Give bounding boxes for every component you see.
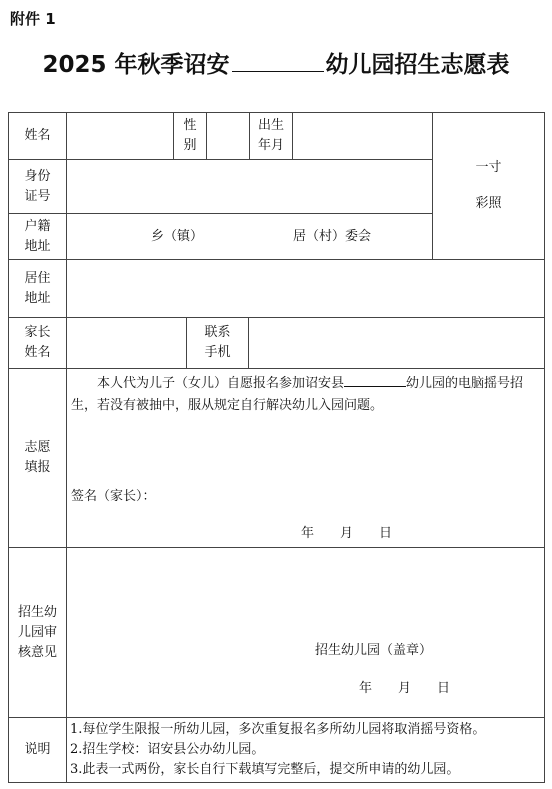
notes-label: 说明 (24, 742, 51, 757)
title-blank (232, 51, 324, 72)
title-suffix: 幼儿园招生志愿表 (325, 52, 510, 78)
id-label-cell (8, 159, 67, 214)
gender-field[interactable] (206, 112, 250, 160)
page-title (0, 46, 552, 79)
name-label-cell (8, 112, 67, 160)
parent-label-cell (8, 317, 67, 369)
household-label: 户籍地址 (24, 218, 51, 254)
review-date-label: 年 月 日 (359, 681, 451, 696)
birth-field[interactable] (292, 112, 433, 160)
name-label: 姓名 (24, 128, 51, 143)
village-label: 居（村）委会 (293, 229, 372, 244)
phone-label: 联系手机 (204, 325, 231, 360)
wish-label-cell (8, 368, 67, 548)
review-label: 招生幼儿园审核意见 (17, 604, 57, 660)
birth-label-cell (249, 112, 293, 160)
photo-size-label: 一寸 (475, 160, 502, 175)
pledge-part1: 本人代为儿子（女儿）自愿报名参加诏安县 (97, 376, 345, 391)
parent-label: 家长姓名 (24, 325, 51, 360)
date-label: 年 月 日 (301, 526, 393, 541)
household-label-cell (8, 213, 67, 260)
notes-field (66, 717, 545, 783)
photo-cell[interactable] (432, 112, 545, 260)
pledge-text (71, 373, 537, 417)
household-field[interactable] (66, 213, 433, 260)
stamp-label: 招生幼儿园（盖章） (315, 643, 433, 658)
title-prefix: 2025 年秋季诏安 (42, 52, 230, 78)
phone-label-cell (186, 317, 249, 369)
wish-label: 志愿填报 (24, 440, 51, 475)
name-field[interactable] (66, 112, 174, 160)
residence-field[interactable] (66, 259, 545, 318)
residence-label-cell (8, 259, 67, 318)
review-field[interactable] (66, 547, 545, 718)
phone-field[interactable] (248, 317, 545, 369)
signature-label: 签名（家长）： (71, 489, 156, 504)
note-item: 1.每位学生限报一所幼儿园，多次重复报名多所幼儿园将取消摇号资格。 (70, 722, 486, 737)
residence-label: 居住地址 (24, 270, 51, 306)
birth-label: 出生年月 (257, 118, 284, 153)
kindergarten-blank[interactable] (344, 374, 406, 387)
pledge-part2: 幼儿园的电脑摇号招生，若没有被抽中，服从规定自行解决幼儿入园问题。 (71, 376, 524, 413)
attachment-label: 附件 1 (10, 10, 56, 28)
id-label: 身份证号 (24, 168, 51, 204)
parent-name-field[interactable] (66, 317, 187, 369)
gender-label-cell (173, 112, 207, 160)
gender-label: 性别 (183, 118, 197, 153)
id-field[interactable] (66, 159, 433, 214)
wish-field[interactable] (66, 368, 545, 548)
photo-color-label: 彩照 (475, 196, 502, 211)
note-item: 3.此表一式两份，家长自行下载填写完整后，提交所申请的幼儿园。 (70, 762, 460, 777)
note-item: 2.招生学校：诏安县公办幼儿园。 (70, 742, 265, 757)
review-label-cell (8, 547, 67, 718)
township-label: 乡（镇） (151, 229, 204, 244)
notes-label-cell (8, 717, 67, 783)
